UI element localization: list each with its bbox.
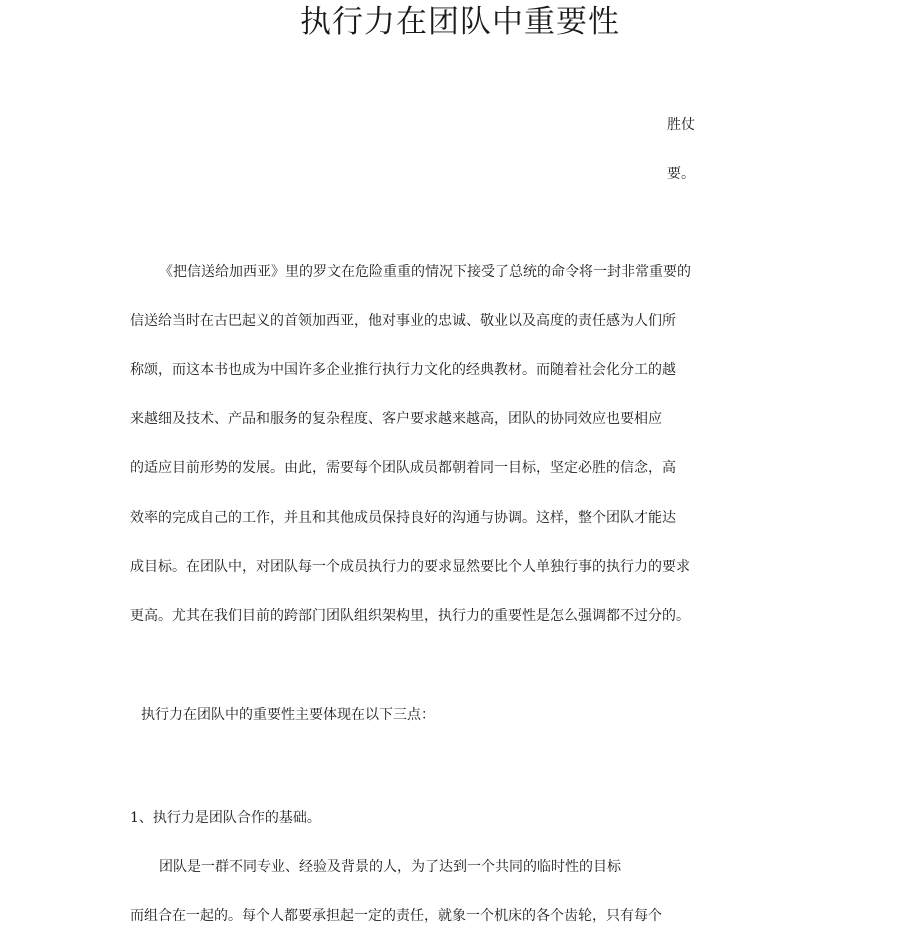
intro-line: 执行力在团队中的重要性主要体现在以下三点： [141, 707, 435, 723]
paragraph1-line-6: 效率的完成自己的工作，并且和其他成员保持良好的沟通与协调。这样，整个团队才能达 [130, 510, 676, 526]
section1-line-1: 团队是一群不同专业、经验及背景的人，为了达到一个共同的临时性的目标 [159, 859, 621, 875]
paragraph1-line-4: 来越细及技术、产品和服务的复杂程度、客户要求越来越高，团队的协同效应也要相应 [130, 411, 662, 427]
paragraph1-line-3: 称颂，而这本书也成为中国许多企业推行执行力文化的经典教材。而随着社会化分工的越 [130, 362, 676, 378]
side-note-2: 要。 [667, 166, 695, 182]
paragraph1-line-2: 信送给当时在古巴起义的首领加西亚，他对事业的忠诚、敬业以及高度的责任感为人们所 [130, 313, 676, 329]
paragraph1-line-8: 更高。尤其在我们目前的跨部门团队组织架构里，执行力的重要性是怎么强调都不过分的。 [130, 608, 690, 624]
side-note-1: 胜仗 [667, 117, 695, 133]
section1-line-2: 而组合在一起的。每个人都要承担起一定的责任，就象一个机床的各个齿轮，只有每个 [130, 908, 662, 924]
paragraph1-line-7: 成目标。在团队中，对团队每一个成员执行力的要求显然要比个人单独行事的执行力的要求 [130, 559, 690, 575]
section1-heading: 1、执行力是团队合作的基础。 [130, 810, 321, 826]
document-title: 执行力在团队中重要性 [300, 4, 620, 40]
paragraph1-line-1: 《把信送给加西亚》里的罗文在危险重重的情况下接受了总统的命令将一封非常重要的 [159, 264, 691, 280]
paragraph1-line-5: 的适应目前形势的发展。由此，需要每个团队成员都朝着同一目标，坚定必胜的信念，高 [130, 460, 676, 476]
